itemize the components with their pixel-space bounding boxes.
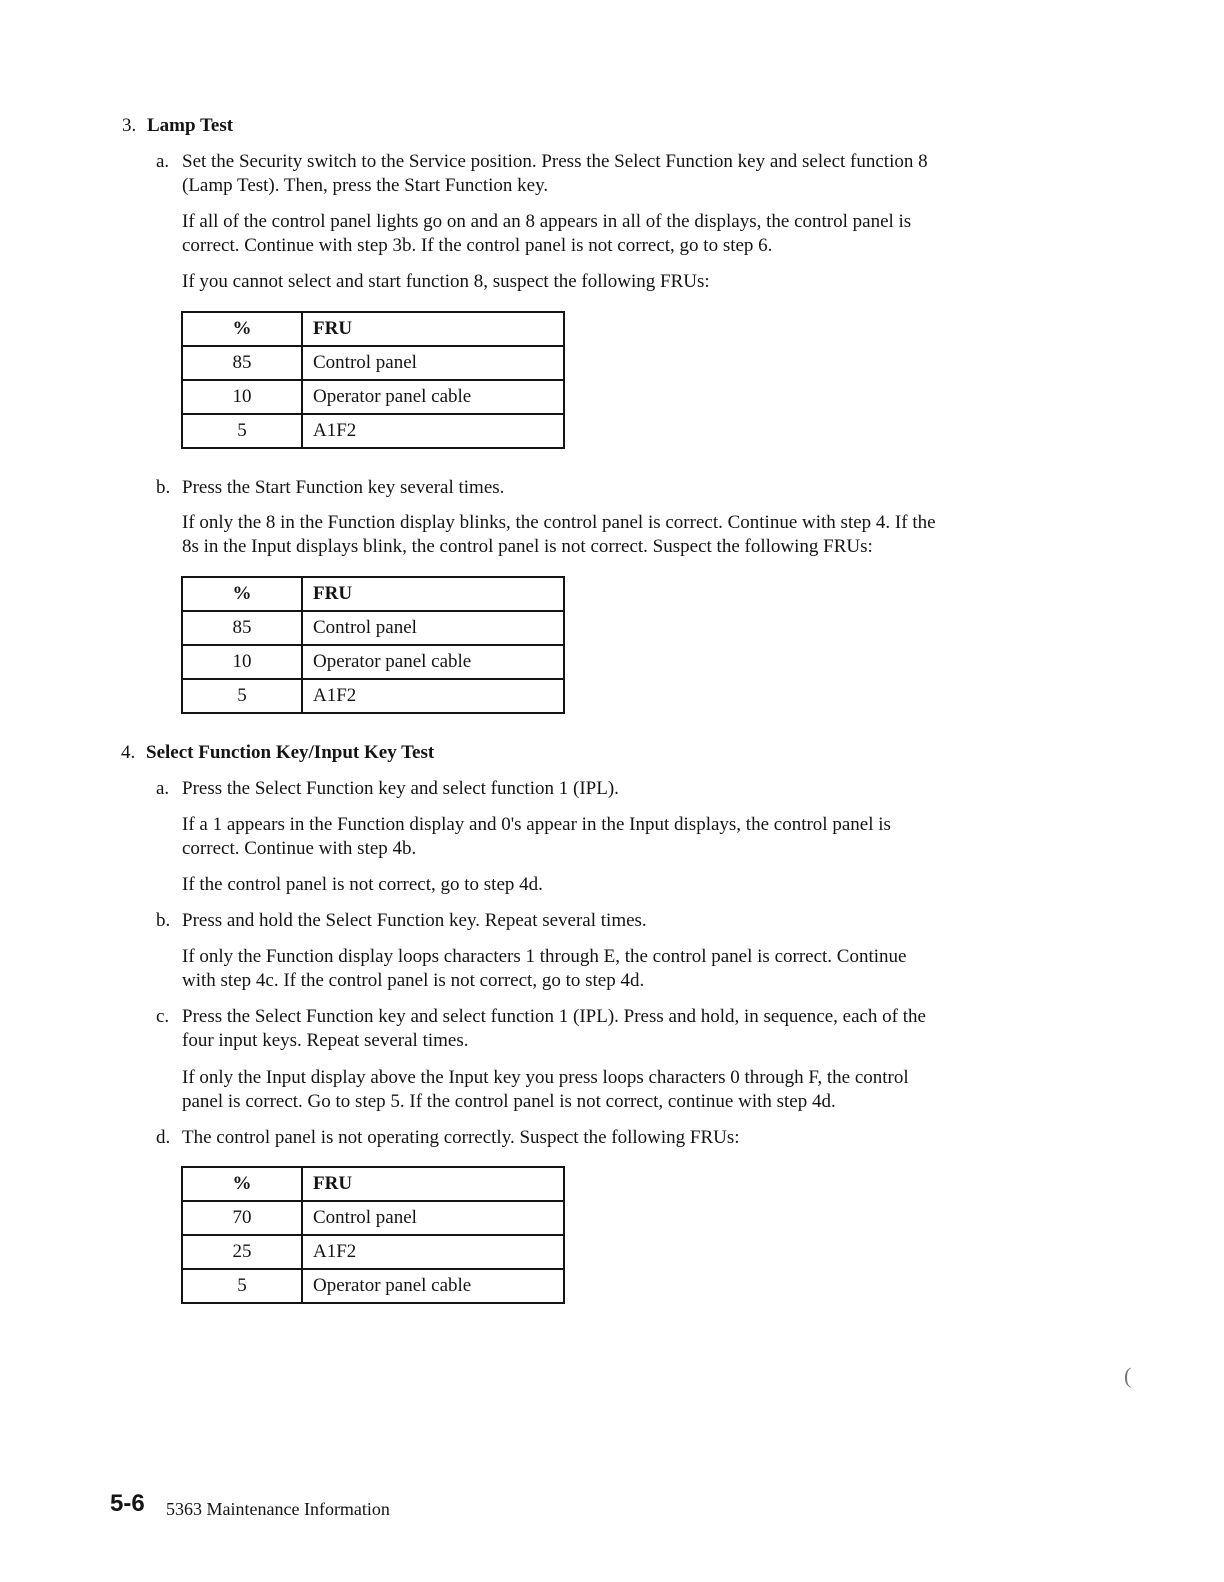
step-3a-instruction <box>182 150 1062 198</box>
step-3a-fru-intro: If you cannot select and start function 8, suspect the following FRUs: <box>182 271 710 292</box>
table-row <box>182 645 564 679</box>
percent-cell: 10 <box>182 380 302 414</box>
fru-cell: A1F2 <box>302 414 564 448</box>
step-4a-result-paragraph <box>182 813 1062 861</box>
step-4c-line-1: Press the Select Function key and select function 1 (IPL). Press and hold, in sequence, each of the <box>182 1006 926 1027</box>
fru-header: FRU <box>302 577 564 611</box>
fru-cell: Control panel <box>302 1201 564 1235</box>
step-4-heading: Select Function Key/Input Key Test <box>146 742 435 763</box>
percent-cell: 70 <box>182 1201 302 1235</box>
footer-title: 5363 Maintenance Information <box>166 1499 390 1519</box>
fru-cell: A1F2 <box>302 679 564 713</box>
step-4b-result-paragraph <box>182 945 1062 993</box>
step-4a-instruction: Press the Select Function key and select function 1 (IPL). <box>182 778 619 799</box>
step-3b-instruction: Press the Start Function key several times. <box>182 477 505 498</box>
fru-cell: Control panel <box>302 346 564 380</box>
percent-cell: 5 <box>182 1269 302 1303</box>
step-4c-result-line-1: If only the Input display above the Input key you press loops characters 0 through F, the control <box>182 1067 909 1088</box>
fru-table-3b <box>181 576 565 714</box>
step-4b-letter: b. <box>156 910 171 931</box>
fru-cell: Operator panel cable <box>302 645 564 679</box>
step-3-heading: Lamp Test <box>147 115 234 136</box>
step-3-number: 3. <box>122 115 137 136</box>
table-row <box>182 346 564 380</box>
step-3b-letter: b. <box>156 477 171 498</box>
table-row <box>182 1201 564 1235</box>
step-3a-result-line-2: correct. Continue with step 3b. If the control panel is not correct, go to step 6. <box>182 235 773 256</box>
step-4c-result-paragraph <box>182 1066 1062 1114</box>
step-3b-result-line-2: 8s in the Input displays blink, the control panel is not correct. Suspect the following FRUs: <box>182 536 873 557</box>
step-4b-result-line-2: with step 4c. If the control panel is not correct, go to step 4d. <box>182 970 645 991</box>
table-row <box>182 679 564 713</box>
step-3a-result-line-1: If all of the control panel lights go on and an 8 appears in all of the displays, the control panel is <box>182 211 912 232</box>
table-row <box>182 611 564 645</box>
step-3a-line-2: (Lamp Test). Then, press the Start Function key. <box>182 175 549 196</box>
step-3a-result-paragraph <box>182 210 1062 258</box>
percent-header: % <box>182 312 302 346</box>
step-4c-instruction <box>182 1005 1062 1053</box>
step-3a-letter: a. <box>156 151 170 172</box>
percent-cell: 10 <box>182 645 302 679</box>
step-4a-letter: a. <box>156 778 170 799</box>
fru-cell: A1F2 <box>302 1235 564 1269</box>
fru-table-3a <box>181 311 565 449</box>
table-header-row <box>182 577 564 611</box>
step-3b-result-paragraph <box>182 511 1062 559</box>
step-4-number: 4. <box>121 742 136 763</box>
percent-cell: 25 <box>182 1235 302 1269</box>
percent-cell: 85 <box>182 346 302 380</box>
step-4c-result-line-2: panel is correct. Go to step 5. If the control panel is not correct, continue with step 4d. <box>182 1091 836 1112</box>
margin-mark: ( <box>1124 1363 1132 1388</box>
percent-cell: 5 <box>182 679 302 713</box>
percent-cell: 85 <box>182 611 302 645</box>
step-3b-result-line-1: If only the 8 in the Function display blinks, the control panel is correct. Continue with step 4. If the <box>182 512 936 533</box>
step-4d-instruction: The control panel is not operating correctly. Suspect the following FRUs: <box>182 1127 740 1148</box>
step-4d-letter: d. <box>156 1127 171 1148</box>
step-4c-line-2: four input keys. Repeat several times. <box>182 1030 469 1051</box>
table-row <box>182 1235 564 1269</box>
percent-header: % <box>182 577 302 611</box>
table-row <box>182 414 564 448</box>
fru-header: FRU <box>302 1167 564 1201</box>
percent-header: % <box>182 1167 302 1201</box>
table-header-row <box>182 1167 564 1201</box>
fru-cell: Operator panel cable <box>302 1269 564 1303</box>
table-header-row <box>182 312 564 346</box>
step-4a-failure-note: If the control panel is not correct, go to step 4d. <box>182 874 543 895</box>
step-4c-letter: c. <box>156 1006 170 1027</box>
fru-table-4d <box>181 1166 565 1304</box>
table-row <box>182 1269 564 1303</box>
step-4a-result-line-2: correct. Continue with step 4b. <box>182 838 417 859</box>
step-4b-instruction: Press and hold the Select Function key. Repeat several times. <box>182 910 647 931</box>
step-3a-line-1: Set the Security switch to the Service position. Press the Select Function key and select function 8 <box>182 151 928 172</box>
fru-cell: Control panel <box>302 611 564 645</box>
percent-cell: 5 <box>182 414 302 448</box>
page-number: 5-6 <box>110 1490 145 1517</box>
table-row <box>182 380 564 414</box>
step-4a-result-line-1: If a 1 appears in the Function display and 0's appear in the Input displays, the control panel is <box>182 814 891 835</box>
fru-cell: Operator panel cable <box>302 380 564 414</box>
fru-header: FRU <box>302 312 564 346</box>
step-4b-result-line-1: If only the Function display loops characters 1 through E, the control panel is correct. Continue <box>182 946 907 967</box>
